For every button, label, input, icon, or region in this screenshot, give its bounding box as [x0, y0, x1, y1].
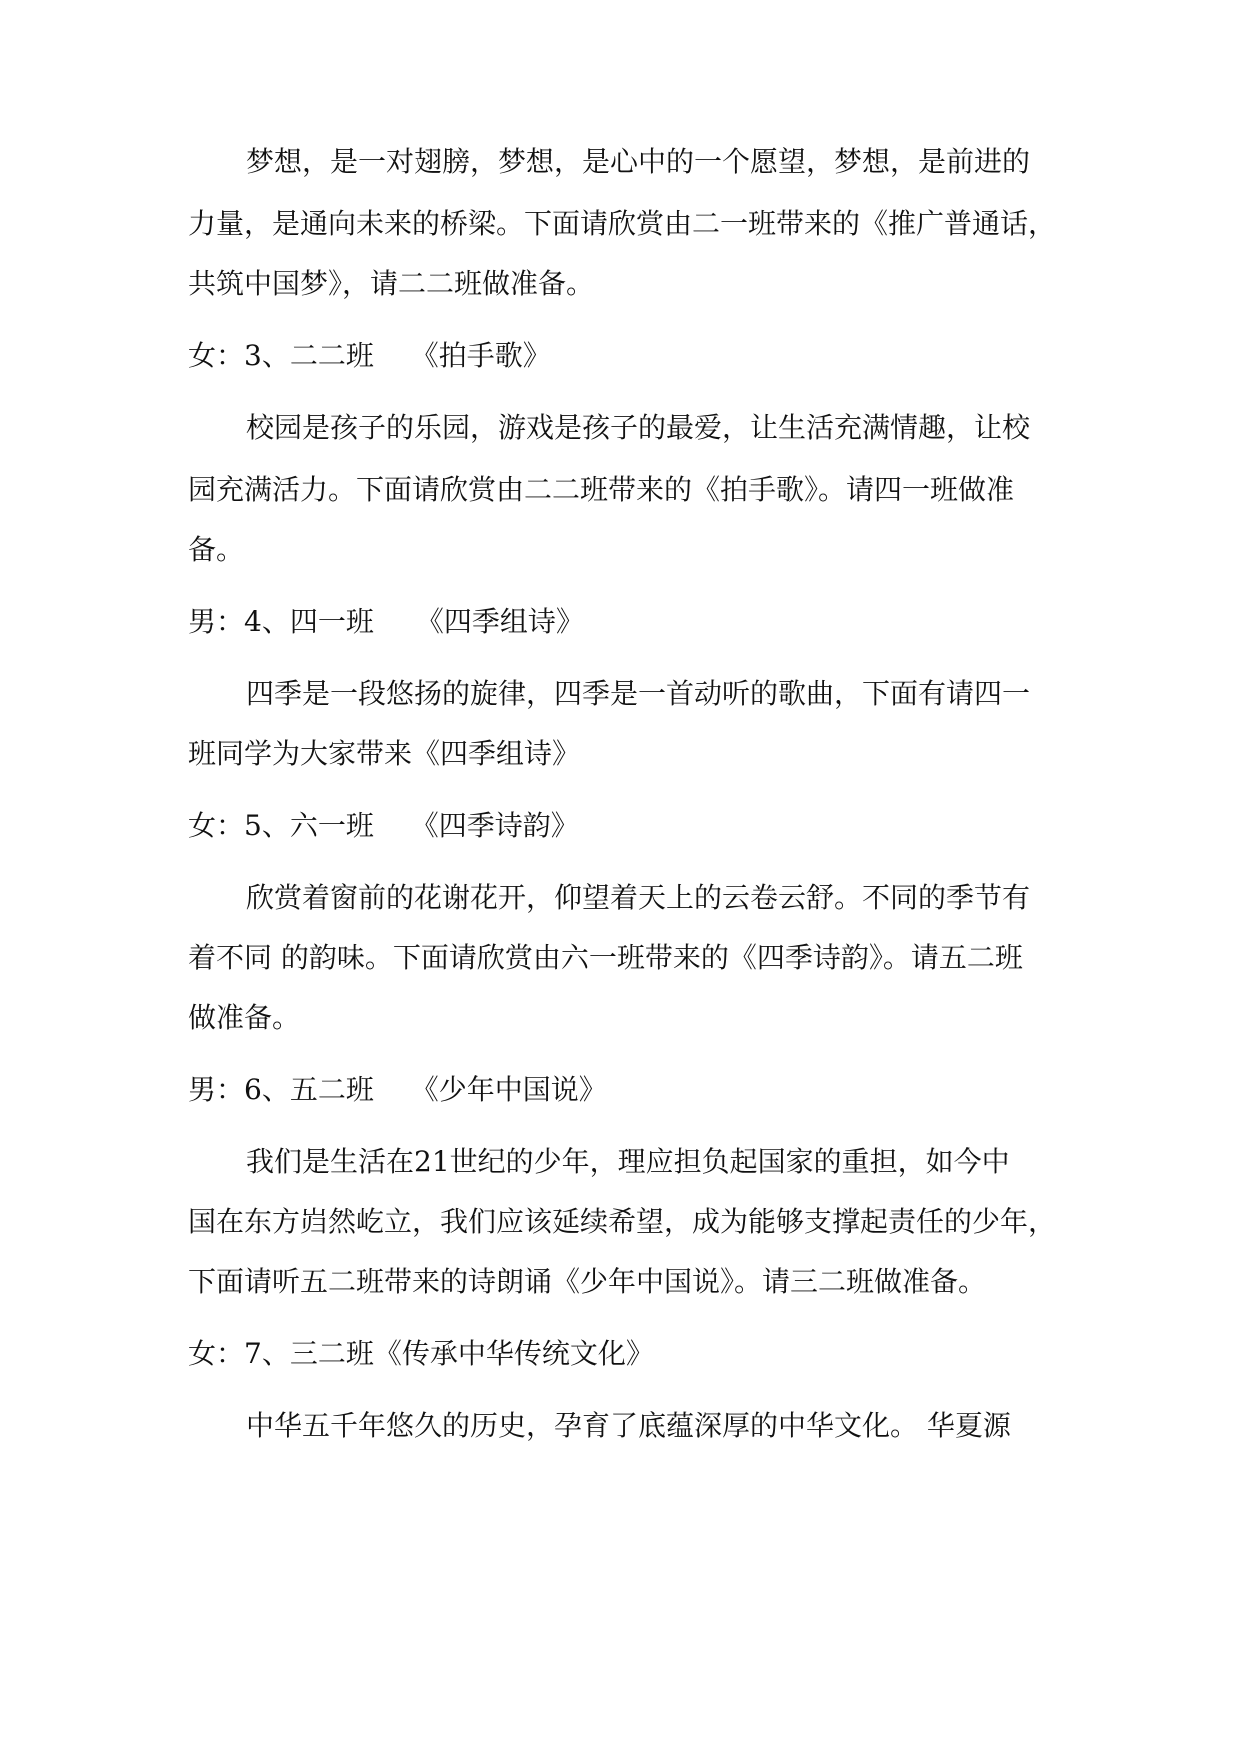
- program-heading: 女：3、二二班 《拍手歌》: [188, 339, 551, 372]
- paragraph-line: 下面请听五二班带来的诗朗诵《少年中国说》。请三二班做准备。: [188, 1265, 987, 1298]
- paragraph-line: 我们是生活在21世纪的少年，理应担负起国家的重担，如今中: [246, 1145, 1010, 1178]
- program-heading: 女：7、三二班《传承中华传统文化》: [188, 1337, 654, 1370]
- paragraph-line: 梦想，是一对翅膀，梦想，是心中的一个愿望，梦想，是前进的: [246, 145, 1031, 178]
- program-heading: 男：4、四一班 《四季组诗》: [188, 605, 584, 638]
- paragraph-line: 园充满活力。下面请欣赏由二二班带来的《拍手歌》。请四一班做准: [188, 473, 1015, 506]
- program-heading: 女：5、六一班 《四季诗韵》: [188, 809, 579, 842]
- program-heading: 男：6、五二班 《少年中国说》: [188, 1073, 607, 1106]
- paragraph-line: 共筑中国梦》，请二二班做准备。: [188, 267, 595, 300]
- paragraph-line: 四季是一段悠扬的旋律，四季是一首动听的歌曲，下面有请四一: [246, 677, 1031, 710]
- paragraph-line: 力量，是通向未来的桥梁。下面请欣赏由二一班带来的《推广普通话，: [188, 207, 1057, 240]
- paragraph-line: 中华五千年悠久的历史，孕育了底蕴深厚的中华文化。 华夏源: [246, 1409, 1011, 1442]
- paragraph-line: 国在东方岿然屹立，我们应该延续希望，成为能够支撑起责任的少年，: [188, 1205, 1057, 1238]
- paragraph-line: 着不同 的韵味。下面请欣赏由六一班带来的《四季诗韵》。请五二班: [188, 941, 1023, 974]
- paragraph-line: 校园是孩子的乐园，游戏是孩子的最爱，让生活充满情趣，让校: [246, 411, 1031, 444]
- paragraph-line: 备。: [188, 533, 245, 566]
- paragraph-line: 班同学为大家带来《四季组诗》: [188, 737, 581, 770]
- paragraph-line: 欣赏着窗前的花谢花开，仰望着天上的云卷云舒。不同的季节有: [246, 881, 1031, 914]
- paragraph-line: 做准备。: [188, 1001, 301, 1034]
